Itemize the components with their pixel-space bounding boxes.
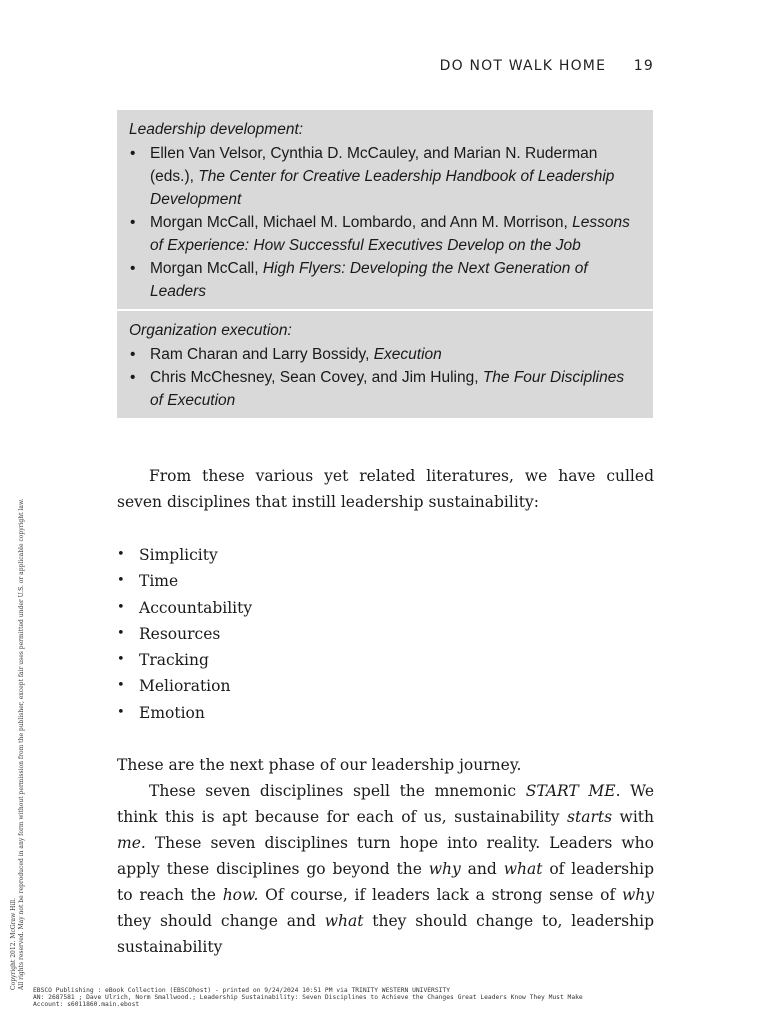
print-footer	[33, 987, 763, 1008]
reference-authors: Chris McChesney, Sean Covey, and Jim Huling,	[150, 369, 483, 386]
reference-title: The Center for Creative Leadership Handbook of Leadership Development	[150, 168, 615, 208]
reference-item	[129, 343, 639, 366]
discipline-item: • Melioration	[117, 673, 654, 699]
text-run: We think this is apt because for each of us, sustainability	[117, 782, 654, 826]
reference-title: High Flyers: Developing the Next Generation of Leaders	[150, 260, 588, 300]
reference-title: Execution	[373, 346, 442, 363]
running-head	[440, 58, 654, 74]
reference-list	[129, 142, 639, 303]
reading-list-sidebar	[117, 110, 653, 418]
reference-authors: Morgan McCall,	[150, 260, 263, 277]
reference-title: The Four Disciplines of Execution	[150, 369, 625, 409]
discipline-item: • Simplicity	[117, 542, 654, 568]
footer-line: Account: s6011860.main.ebost	[33, 1001, 140, 1008]
emphasis: starts	[567, 808, 613, 826]
discipline-item: • Time	[117, 568, 654, 594]
reference-item	[129, 211, 639, 257]
discipline-item: • Resources	[117, 621, 654, 647]
emphasis: me.	[117, 834, 146, 852]
sidebar-heading: Leadership development:	[129, 121, 304, 138]
intro-paragraph: From these various yet related literatures, we have culled seven disciplines that instill leadership sustainability:	[117, 467, 654, 511]
text-run: and	[460, 860, 504, 878]
text-run: of leadership to reach the	[117, 860, 654, 904]
disciplines-list	[117, 542, 654, 726]
discipline-item: • Accountability	[117, 595, 654, 621]
body-continuation-block	[117, 752, 654, 960]
sidebar-section-leadership-development	[117, 110, 653, 309]
copyright-notice	[10, 290, 26, 990]
sidebar-section-organization-execution	[117, 309, 653, 418]
emphasis: how.	[222, 886, 259, 904]
emphasis: START ME.	[525, 782, 621, 800]
reference-title: Lessons of Experience: How Successful Executives Develop on the Job	[150, 214, 630, 254]
reference-item	[129, 366, 639, 412]
discipline-item: • Emotion	[117, 700, 654, 726]
footer-line: AN: 2687581 ; Dave Ulrich, Norm Smallwood.; Leadership Sustainability: Seven Disciplines to Achieve the Changes Great Leaders Know They Must Make	[33, 994, 583, 1001]
footer-line: EBSCO Publishing : eBook Collection (EBSCOhost) - printed on 9/24/2024 10:51 PM via TRINITY WESTERN UNIVERSITY	[33, 987, 451, 994]
emphasis: why	[621, 886, 654, 904]
page-number: 19	[633, 58, 654, 74]
copyright-line: Copyright 2012. McGraw Hill.	[10, 897, 17, 990]
reference-authors: Ellen Van Velsor, Cynthia D. McCauley, and Marian N. Ruderman (eds.),	[150, 145, 598, 185]
text-run: These seven disciplines spell the mnemonic	[149, 782, 526, 800]
emphasis: what	[324, 912, 364, 930]
next-phase-paragraph: These are the next phase of our leadership journey.	[117, 756, 522, 774]
start-me-paragraph	[117, 778, 654, 960]
text-run: with	[612, 808, 654, 826]
emphasis: what	[503, 860, 543, 878]
disciplines-block	[117, 542, 654, 726]
sidebar-heading: Organization execution:	[129, 322, 292, 339]
reference-authors: Ram Charan and Larry Bossidy,	[150, 346, 374, 363]
discipline-item: • Tracking	[117, 647, 654, 673]
emphasis: why	[428, 860, 461, 878]
running-head-title: DO NOT WALK HOME	[439, 58, 607, 74]
text-run: These seven disciplines turn hope into reality. Leaders who apply these disciplines go beyond the	[117, 834, 654, 878]
reference-list	[129, 343, 639, 412]
body-intro-block	[117, 463, 654, 515]
reference-authors: Morgan McCall, Michael M. Lombardo, and Ann M. Morrison,	[150, 214, 573, 231]
text-run: they should change and	[117, 912, 325, 930]
reference-item	[129, 142, 639, 211]
copyright-line: All rights reserved. May not be reproduced in any form without permission from the publisher, except fair uses permitted under U.S. or applicable copyright law.	[18, 498, 25, 990]
text-run: they should change to, leadership sustainability	[117, 912, 654, 956]
text-run: Of course, if leaders lack a strong sense of	[258, 886, 622, 904]
reference-item	[129, 257, 639, 303]
